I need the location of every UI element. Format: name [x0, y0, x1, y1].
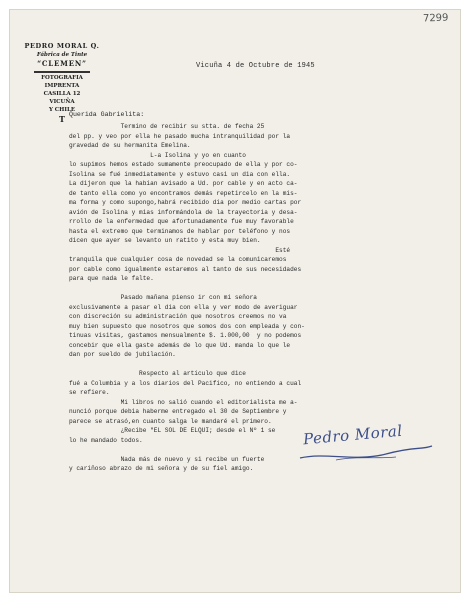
body-line: tranquila que cualquier cosa de novedad se la comunicaremos [69, 256, 287, 263]
body-line: ¿Recibe "EL SOL DE ELQUI; desde el Nº 1 se [69, 427, 276, 434]
body-line: exclusivamente a pasar el dia con ella y ver modo de averiguar [69, 303, 298, 311]
body-line [69, 284, 441, 294]
signature-flourish [296, 438, 436, 464]
body-line: gravedad de su hermanita Emelina. [69, 142, 191, 149]
letterhead-line2: FOTOGRAFIA [41, 75, 83, 81]
letter-body [69, 122, 441, 474]
body-line: muy bien supuesto que nosotros que somos dos con empleada y con- [69, 322, 305, 330]
body-line: del pp. y veo por ella he pasado mucha intranquilidad por la [69, 132, 291, 140]
letterhead-mark: T [59, 114, 65, 124]
body-line: Termino de recibir su stta. de fecha 25 [69, 123, 265, 130]
body-line: fué a Columbia y a los diarios del Pacifico, no entiendo a cual [69, 379, 302, 387]
body-line: con discreción su administración que nosotros creemos no va [69, 313, 287, 320]
body-line: y cariñoso abrazo de mi señora y de su fiel amigo. [69, 465, 254, 472]
body-line: de tanto ella como yo encontramos demás repetircelo en la mis- [69, 189, 298, 197]
body-line: dicen que ayer se levanto un ratito y esta muy bien. [69, 237, 261, 244]
body-line: Nada más de nuevo y si recibe un fuerte [69, 455, 265, 463]
body-line: Respecto al artículo que dice [69, 370, 246, 377]
letterhead-divider [34, 71, 90, 73]
letterhead-brand: “CLEMEN” [37, 59, 87, 68]
body-line: lo he mandado todos. [69, 436, 143, 444]
letterhead-address3: Y CHILE [48, 107, 76, 113]
body-line: hasta el extremo que terminamos de hablar por teléfono y nos [69, 227, 291, 235]
body-line: tinuas visitas, gastamos mensualmente $. 1.000,00 y no podemos [69, 332, 302, 339]
body-line: Pasado mañana pienso ir con mi señora [69, 294, 257, 301]
letterhead-name: PEDRO MORAL Q. [24, 42, 100, 50]
letterhead-address1: CASILLA 12 [43, 91, 81, 97]
body-line: Isolina se fué inmediatamente y estuvo casi un dia con ella. [69, 170, 291, 178]
letterhead-address2: VICUÑA [49, 99, 75, 105]
body-line: avión de Isolina y mias informándola de la trayectoria y desa- [69, 208, 298, 216]
letterhead-line3: IMPRENTA [44, 83, 80, 89]
salutation: Querida Gabrielita: [69, 111, 145, 118]
body-line: se refiere. [69, 389, 110, 396]
page-number: 7299 [422, 12, 449, 25]
body-line: parece se atrasó,en cuanto salga le mandaré el primero. [69, 417, 272, 425]
letterhead-line1: Fábrica de Tinte [36, 52, 88, 58]
body-line [69, 360, 441, 370]
body-line: concebir que ella gaste además de lo que Ud. manda lo que le [69, 341, 291, 349]
signature: Pedro Moral [302, 421, 404, 449]
body-line: Esté [69, 246, 291, 254]
body-line: Mi libros no salió cuando el editorialista me a- [69, 398, 298, 406]
letter-page [9, 9, 461, 593]
body-line: La dijeron que la habian avisado a Ud. por cable y en acto ca- [69, 180, 298, 187]
body-line: L-a Isolina y yo en cuanto [69, 151, 246, 159]
body-line: lo supimos hemos estado sumamente preocupado de ella y por co- [69, 161, 298, 168]
body-line: nunció porque debia haberme entregado el 30 de Septiembre y [69, 408, 287, 415]
body-line: para que nada le falte. [69, 275, 154, 282]
body-line: ma forma y como supongo,habrá recibido dia por medio cartas por [69, 199, 302, 206]
body-line: dan por sueldo de jubilación. [69, 351, 176, 358]
body-line: rrollo de la enfermedad que afortunadamente fue muy favorable [69, 218, 294, 225]
body-line: por cable como igualmente estaremos al tanto de sus necesidades [69, 265, 302, 273]
letter-date: Vicuña 4 de Octubre de 1945 [196, 62, 315, 70]
